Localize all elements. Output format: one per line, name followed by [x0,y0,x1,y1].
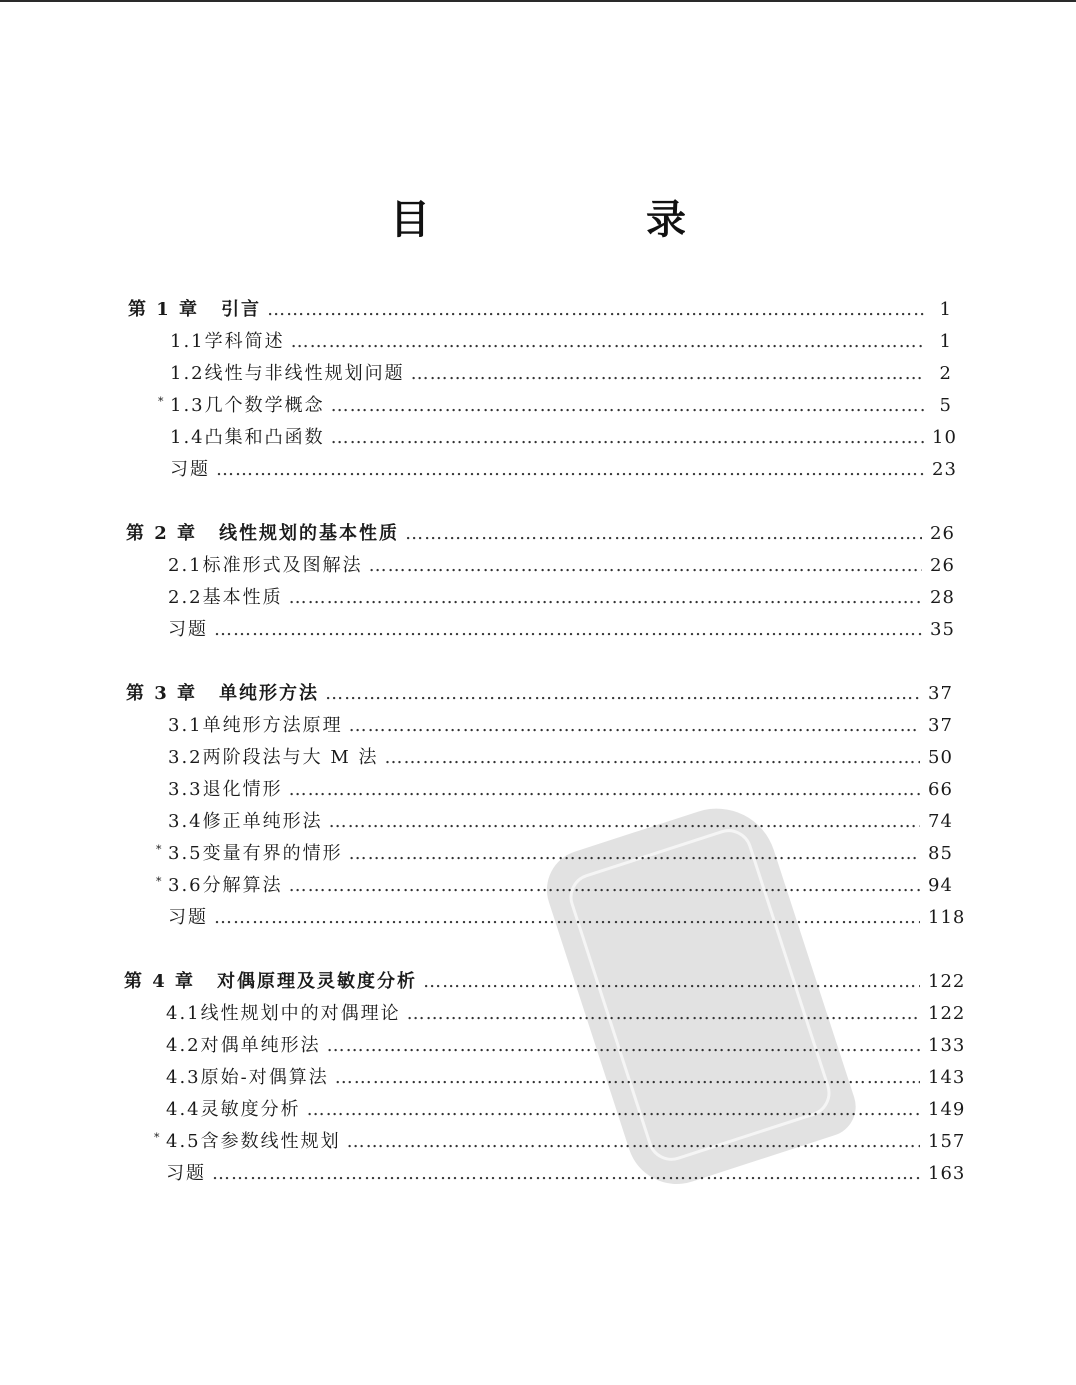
page-number: 94 [928,875,953,896]
dot-leader [385,746,920,770]
toc-entry-row[interactable] [166,1034,966,1058]
top-rule [0,0,1076,2]
dot-leader [214,618,922,642]
page-number: 149 [928,1099,966,1120]
page-number: 122 [928,971,966,992]
section-title: 对偶单纯形法 [200,1035,321,1056]
dot-leader [407,1002,920,1026]
dot-leader [411,362,924,386]
section-number: 2.1 [168,555,203,576]
toc-chapter-row[interactable] [124,970,966,994]
page-number: 85 [928,843,953,864]
section-title: 含参数线性规划 [200,1131,341,1152]
section-number: 4.2 [166,1035,201,1056]
toc-entry-row[interactable] [168,586,955,610]
page-number: 133 [928,1035,966,1056]
page-number: 23 [932,459,957,480]
toc-entry-row[interactable] [168,618,955,642]
toc-entry-row[interactable] [166,1098,966,1122]
page-number: 1 [939,331,952,352]
page-number: 5 [939,395,952,416]
page-number: 118 [928,907,966,928]
chapter-title: 单纯形方法 [219,683,320,704]
section-number: 4.4 [166,1099,201,1120]
section-number: 3.6 [168,875,203,896]
section-title: 单纯形方法原理 [202,715,343,736]
toc-entry-row[interactable] [170,426,957,450]
page-number: 26 [930,523,955,544]
section-number: 3.1 [168,715,203,736]
toc-entry-row[interactable] [154,1130,966,1154]
toc-entry-row[interactable] [168,714,953,738]
toc-entry-row[interactable] [168,810,953,834]
chapter-title: 对偶原理及灵敏度分析 [217,971,418,992]
section-title: 原始-对偶算法 [200,1067,329,1088]
dot-leader [347,1130,920,1154]
dot-leader [325,682,920,706]
chapter-number: 第 2 章 [126,523,198,544]
dot-leader [327,1034,920,1058]
toc-entry-row[interactable] [166,1066,966,1090]
toc-entry-row[interactable] [156,874,953,898]
optional-marker: * [154,1131,160,1144]
page-number: 1 [939,299,952,320]
section-title: 分解算法 [202,875,283,896]
page-number: 122 [928,1003,966,1024]
dot-leader [289,874,920,898]
optional-marker: * [156,843,162,856]
section-title: 标准形式及图解法 [202,555,363,576]
toc-entry-row[interactable] [170,458,957,482]
section-number: 3.4 [168,811,203,832]
section-title: 退化情形 [202,779,283,800]
page-number: 143 [928,1067,966,1088]
page-number: 163 [928,1163,966,1184]
dot-leader [423,970,920,994]
section-number: 4.3 [166,1067,201,1088]
page-number: 157 [928,1131,966,1152]
page-number: 37 [928,715,953,736]
chapter-title: 线性规划的基本性质 [219,523,400,544]
dot-leader [289,586,922,610]
section-number: 2.2 [168,587,203,608]
section-title: 灵敏度分析 [200,1099,301,1120]
chapter-number: 第 3 章 [126,683,198,704]
section-title: 线性与非线性规划问题 [204,363,405,384]
section-number: 1.4 [170,427,205,448]
dot-leader [331,394,924,418]
toc-chapter-row[interactable] [128,298,952,322]
page-number: 74 [928,811,953,832]
page-title: 目 录 [390,196,774,243]
section-title: 几个数学概念 [204,395,325,416]
section-number: 1.3 [170,395,205,416]
section-title: 习题 [168,907,208,928]
page-number: 28 [930,587,955,608]
section-title: 凸集和凸函数 [204,427,325,448]
dot-leader [349,714,920,738]
section-number: 3.2 [168,747,203,768]
toc-entry-row[interactable] [166,1162,966,1186]
section-number: 3.5 [168,843,203,864]
page-number: 26 [930,555,955,576]
toc-chapter-row[interactable] [126,522,955,546]
section-title: 变量有界的情形 [202,843,343,864]
toc-entry-row[interactable] [168,554,955,578]
page-number: 66 [928,779,953,800]
section-title: 两阶段法与大 M 法 [202,747,379,768]
page-number: 50 [928,747,953,768]
section-number: 4.5 [166,1131,201,1152]
dot-leader [405,522,922,546]
chapter-title: 引言 [221,299,262,320]
page-number: 10 [932,427,957,448]
dot-leader [212,1162,920,1186]
chapter-number: 第 1 章 [128,299,200,320]
optional-marker: * [158,395,164,408]
optional-marker: * [156,875,162,888]
page-number: 35 [930,619,955,640]
dot-leader [349,842,920,866]
dot-leader [214,906,920,930]
section-title: 习题 [168,619,208,640]
dot-leader [335,1066,920,1090]
chapter-number: 第 4 章 [124,971,196,992]
page-number: 2 [939,363,952,384]
section-title: 习题 [170,459,210,480]
dot-leader [369,554,922,578]
section-number: 1.2 [170,363,205,384]
toc-entry-row[interactable] [168,746,953,770]
toc-entry-row[interactable] [158,394,952,418]
dot-leader [329,810,920,834]
toc-entry-row[interactable] [170,362,952,386]
dot-leader [291,330,924,354]
section-number: 3.3 [168,779,203,800]
page-number: 37 [928,683,953,704]
section-number: 4.1 [166,1003,201,1024]
toc-chapter-row[interactable] [126,682,953,706]
section-title: 习题 [166,1163,206,1184]
dot-leader [331,426,924,450]
section-title: 学科简述 [204,331,285,352]
section-title: 线性规划中的对偶理论 [200,1003,401,1024]
toc-entry-row[interactable] [168,906,966,930]
section-number: 1.1 [170,331,205,352]
toc-entry-row[interactable] [170,330,952,354]
section-title: 基本性质 [202,587,283,608]
toc-entry-row[interactable] [156,842,953,866]
toc-entry-row[interactable] [166,1002,966,1026]
dot-leader [307,1098,920,1122]
dot-leader [289,778,920,802]
dot-leader [267,298,924,322]
section-title: 修正单纯形法 [202,811,323,832]
toc-entry-row[interactable] [168,778,953,802]
dot-leader [216,458,924,482]
